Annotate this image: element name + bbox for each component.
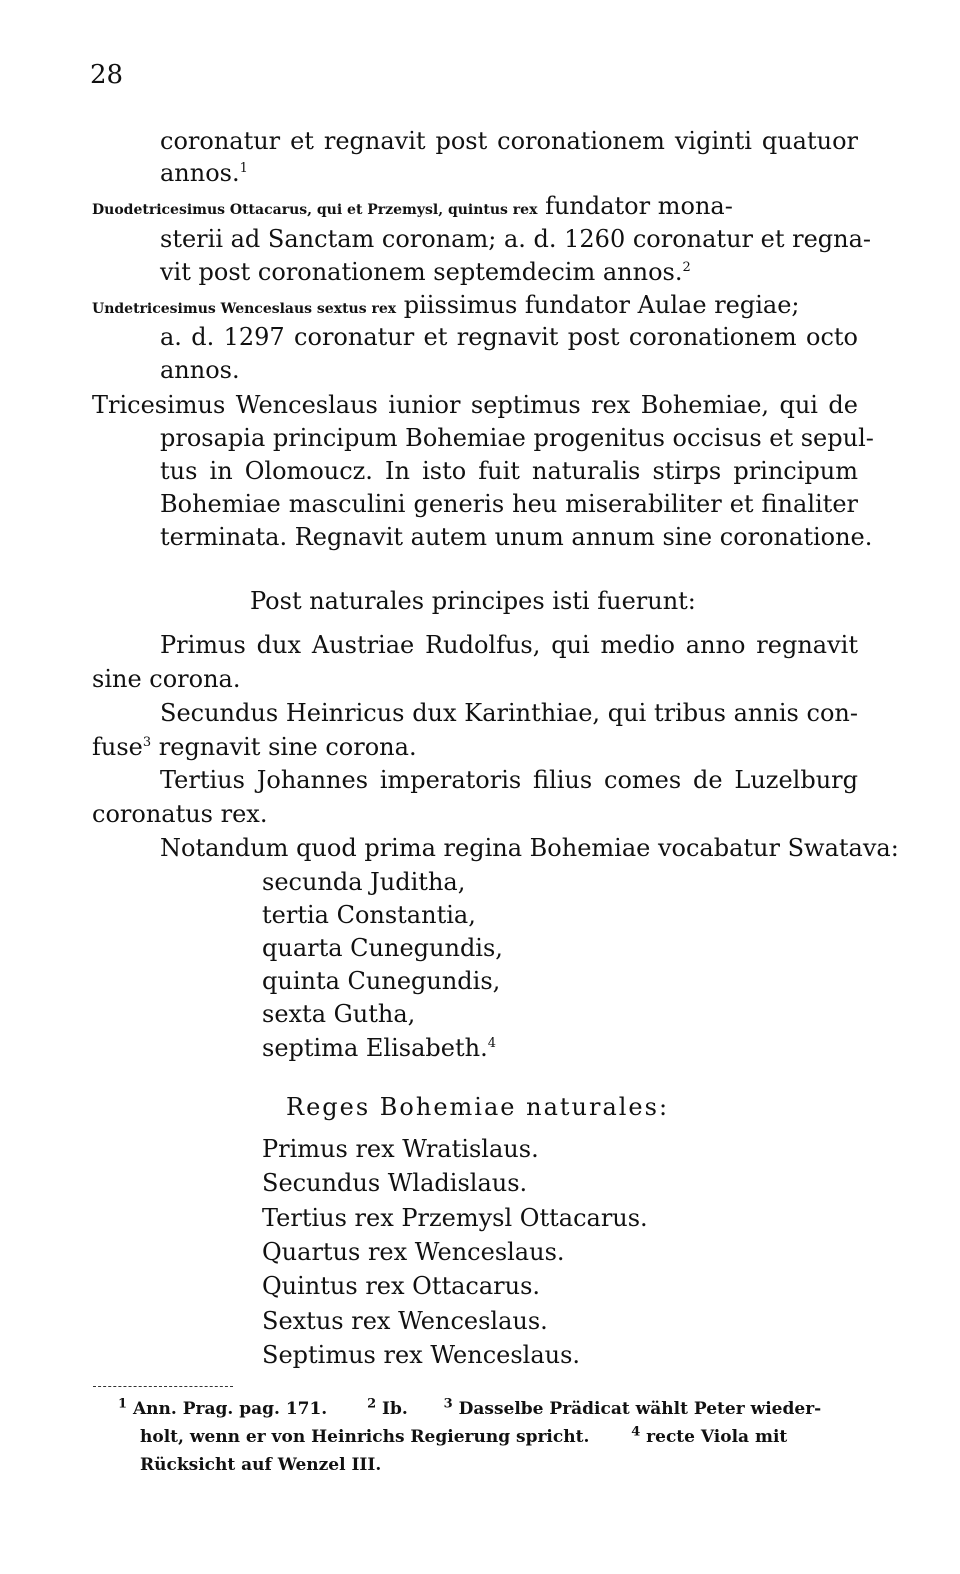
- page-number: 28: [90, 60, 124, 90]
- ruler-text: regnavit sine corona.: [151, 733, 417, 761]
- entry-line: a. d. 1297 coronatur et regnavit post coronationem octo: [160, 323, 858, 351]
- entry-line: [92, 290, 800, 324]
- footnote-text: Ib.: [376, 1399, 408, 1419]
- entry-label: Undetricesimus Wenceslaus sextus rex: [92, 301, 397, 317]
- entry-line: annos.: [160, 356, 240, 384]
- footnote-marker: 4: [487, 1036, 496, 1051]
- footnote-text: recte Viola mit: [640, 1427, 788, 1447]
- entry-line: [160, 158, 248, 188]
- king-item: Sextus rex Wenceslaus.: [262, 1307, 548, 1335]
- footnote-text: Dasselbe Prädicat wählt Peter wieder-: [452, 1399, 822, 1419]
- footnote-line: Rücksicht auf Wenzel III.: [140, 1455, 382, 1475]
- queen-item: tertia Constantia,: [262, 901, 476, 929]
- entry-line: sterii ad Sanctam coronam; a. d. 1260 coronatur et regna-: [160, 225, 872, 253]
- king-item: Tertius rex Przemysl Ottacarus.: [262, 1204, 648, 1232]
- section-heading: Post naturales principes isti fuerunt:: [250, 587, 696, 615]
- queen-text: septima Elisabeth.: [262, 1034, 488, 1062]
- queen-item: sexta Gutha,: [262, 1000, 416, 1028]
- entry-line: terminata. Regnavit autem unum annum sine coronatione.: [160, 523, 873, 551]
- entry-line: tus in Olomoucz. In isto fuit naturalis stirps principum: [160, 457, 858, 485]
- entry-text: fundator mona-: [537, 192, 733, 220]
- footnote-number: 2: [367, 1396, 377, 1412]
- ruler-line: [92, 732, 417, 762]
- king-item: Septimus rex Wenceslaus.: [262, 1341, 581, 1369]
- queens-intro: Notandum quod prima regina Bohemiae vocabatur Swatava:: [160, 834, 899, 862]
- queen-item: quarta Cunegundis,: [262, 934, 503, 962]
- queen-item: [262, 1033, 496, 1063]
- footnote-number: 3: [443, 1396, 453, 1412]
- king-item: Primus rex Wratislaus.: [262, 1135, 539, 1163]
- footnote-marker: 3: [142, 735, 152, 750]
- entry-line: [92, 191, 858, 225]
- king-item: Secundus Wladislaus.: [262, 1169, 528, 1197]
- ruler-line: Tertius Johannes imperatoris filius comes de Luzelburg: [160, 766, 858, 794]
- king-item: Quartus rex Wenceslaus.: [262, 1238, 565, 1266]
- footnote-line: [140, 1424, 864, 1450]
- footnote-text: Ann. Prag. pag. 171.: [127, 1399, 328, 1419]
- ruler-text: fuse: [92, 733, 143, 761]
- entry-line: Tricesimus Wenceslaus iunior septimus rex Bohemiae, qui de: [92, 391, 858, 419]
- queen-item: quinta Cunegundis,: [262, 967, 501, 995]
- queen-item: secunda Juditha,: [262, 868, 466, 896]
- ruler-line: Primus dux Austriae Rudolfus, qui medio anno regnavit: [160, 631, 858, 659]
- entry-line: prosapia principum Bohemiae progenitus occisus et sepul-: [160, 424, 874, 452]
- footnote-marker: 1: [239, 161, 248, 176]
- footnote-number: 1: [118, 1396, 128, 1412]
- entry-text: vit post coronationem septemdecim annos.: [160, 258, 683, 286]
- footnote-text: holt, wenn er von Heinrichs Regierung spricht.: [140, 1427, 590, 1447]
- section-heading: Reges Bohemiae naturales:: [286, 1093, 670, 1121]
- entry-line: [160, 257, 691, 287]
- footnote-marker: 2: [682, 260, 691, 275]
- entry-line: coronatur et regnavit post coronationem viginti quatuor: [160, 127, 858, 155]
- footnote-divider: [93, 1386, 233, 1387]
- entry-text: piissimus fundator Aulae regiae;: [396, 291, 800, 319]
- ruler-line: coronatus rex.: [92, 800, 268, 828]
- footnote-line: [118, 1396, 862, 1422]
- entry-text: annos.: [160, 159, 240, 187]
- ruler-line: Secundus Heinricus dux Karinthiae, qui tribus annis con-: [160, 699, 858, 727]
- ruler-line: sine corona.: [92, 665, 241, 693]
- king-item: Quintus rex Ottacarus.: [262, 1272, 541, 1300]
- footnote-number: 4: [631, 1424, 641, 1440]
- entry-line: Bohemiae masculini generis heu miserabiliter et finaliter: [160, 490, 858, 518]
- entry-label: Duodetricesimus Ottacarus, qui et Przemysl, quintus rex: [92, 202, 538, 218]
